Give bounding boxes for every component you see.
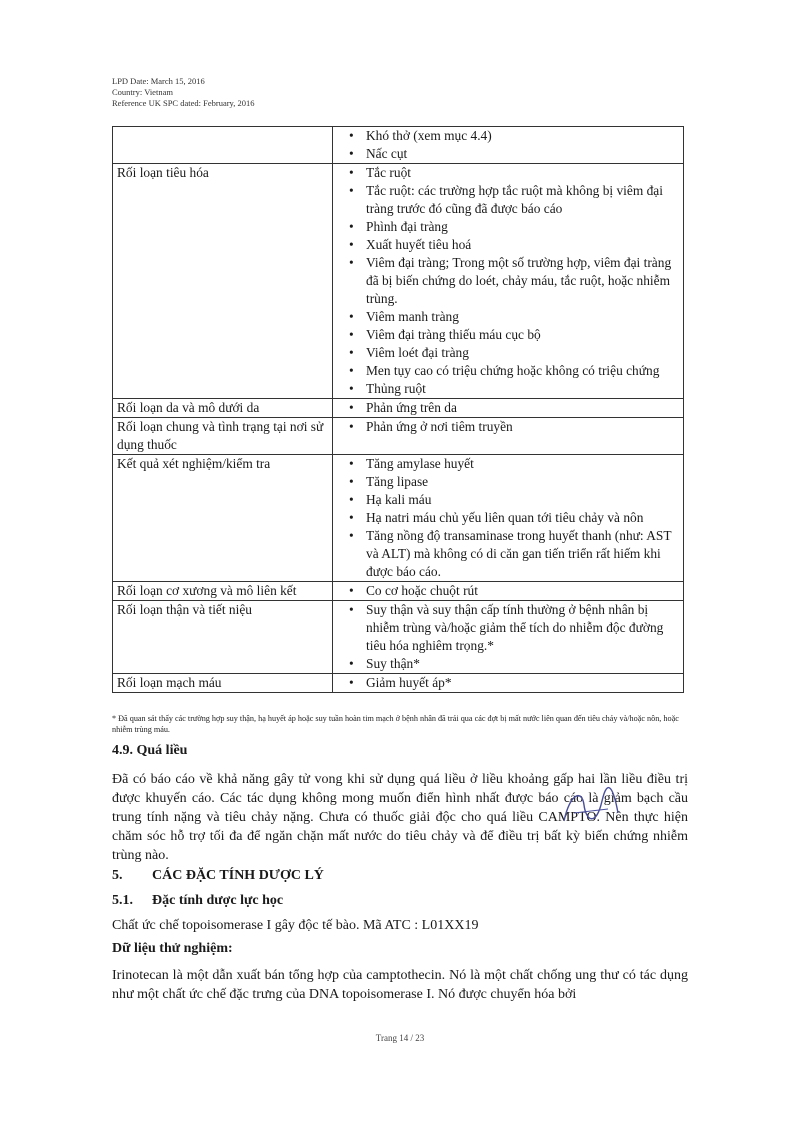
list-item: • Hạ kali máu — [345, 491, 675, 509]
list-item: • Men tụy cao có triệu chứng hoặc không có triệu chứng — [345, 362, 675, 380]
bullet-list — [345, 164, 675, 398]
row-category: Rối loạn cơ xương và mô liên kết — [113, 582, 333, 601]
section-4-9-body: Đã có báo cáo về khả năng gây tử vong khi sử dụng quá liều ở liều khoảng gấp hai lần liều điều trị được khuyến cáo. Các tác dụng không mong muốn điển hình nhất được báo cáo là giảm bạch cầu trung tính nặng và tiêu chảy nặng. Chưa có thuốc giải độc cho quá liều CAMPTO. Nên thực hiện chăm sóc hỗ trợ tối đa để ngăn chặn mất nước do tiêu chảy và để điều trị bất kỳ biến chứng nhiễm trùng nào. — [112, 772, 688, 863]
row-category: Rối loạn mạch máu — [113, 674, 333, 693]
section-5-1-body: Chất ức chế topoisomerase I gây độc tế bào. Mã ATC : L01XX19 — [112, 918, 479, 933]
list-item: • Giảm huyết áp* — [345, 674, 675, 692]
row-category — [113, 127, 333, 164]
adverse-effects-table — [112, 126, 684, 693]
section-5-1-heading — [112, 893, 283, 909]
table-footnote: * Đã quan sát thấy các trường hợp suy thận, hạ huyết áp hoặc suy tuần hoàn tim mạch ở bệnh nhân đã trải qua các đợt bị mất nước liên quan đến tiêu chảy và/hoặc nôn, hoặc nhiễm trùng máu. — [112, 714, 679, 734]
row-category: Rối loạn da và mô dưới da — [113, 399, 333, 418]
row-items — [333, 399, 684, 418]
list-item: • Tắc ruột: các trường hợp tắc ruột mà không bị viêm đại tràng trước đó cũng đã được báo cáo — [345, 182, 675, 218]
list-item: • Hạ natri máu chủ yếu liên quan tới tiêu chảy và nôn — [345, 509, 675, 527]
lpd-date: LPD Date: March 15, 2016 — [112, 76, 205, 86]
list-item: • Nấc cụt — [345, 145, 675, 163]
reference: Reference UK SPC dated: February, 2016 — [112, 98, 255, 108]
row-category: Kết quả xét nghiệm/kiểm tra — [113, 455, 333, 582]
list-item: • Phản ứng ở nơi tiêm truyền — [345, 418, 675, 436]
table-row — [113, 127, 684, 164]
list-item: • Viêm loét đại tràng — [345, 344, 675, 362]
bullet-list — [345, 601, 675, 673]
section-4-9-heading: 4.9. Quá liều — [112, 743, 188, 758]
row-items — [333, 674, 684, 693]
trial-data-heading: Dữ liệu thử nghiệm: — [112, 941, 233, 956]
bullet-list — [345, 582, 675, 600]
document-header — [112, 76, 255, 109]
bullet-list — [345, 399, 675, 417]
table-row — [113, 674, 684, 693]
table-row — [113, 418, 684, 455]
row-category: Rối loạn thận và tiết niệu — [113, 601, 333, 674]
table-row — [113, 455, 684, 582]
trial-data-body: Irinotecan là một dẫn xuất bán tổng hợp của camptothecin. Nó là một chất chống ung thư có tác dụng như một chất ức chế đặc trưng của DNA topoisomerase I. Nó được chuyển hóa bởi — [112, 968, 688, 1002]
handwritten-signature — [556, 783, 626, 831]
section-5-1-number: 5.1. — [112, 893, 133, 908]
bullet-list — [345, 418, 675, 436]
list-item: • Thủng ruột — [345, 380, 675, 398]
list-item: • Phản ứng trên da — [345, 399, 675, 417]
list-item: • Suy thận và suy thận cấp tính thường ở bệnh nhân bị nhiễm trùng và/hoặc giảm thể tích do nhiễm độc đường tiêu hóa nghiêm trọng.* — [345, 601, 675, 655]
row-category: Rối loạn chung và tình trạng tại nơi sử dụng thuốc — [113, 418, 333, 455]
row-items — [333, 455, 684, 582]
table-row — [113, 164, 684, 399]
row-items — [333, 164, 684, 399]
section-5-number: 5. — [112, 868, 123, 883]
list-item: • Tăng lipase — [345, 473, 675, 491]
list-item: • Phình đại tràng — [345, 218, 675, 236]
section-5-title: CÁC ĐẶC TÍNH DƯỢC LÝ — [152, 868, 324, 883]
list-item: • Viêm manh tràng — [345, 308, 675, 326]
row-items — [333, 582, 684, 601]
row-items — [333, 601, 684, 674]
table-row — [113, 399, 684, 418]
section-5-1-title: Đặc tính dược lực học — [152, 893, 284, 908]
page-number: Trang 14 / 23 — [375, 1033, 425, 1043]
list-item: • Tắc ruột — [345, 164, 675, 182]
row-category: Rối loạn tiêu hóa — [113, 164, 333, 399]
row-items — [333, 418, 684, 455]
list-item: • Khó thở (xem mục 4.4) — [345, 127, 675, 145]
list-item: • Xuất huyết tiêu hoá — [345, 236, 675, 254]
list-item: • Suy thận* — [345, 655, 675, 673]
list-item: • Viêm đại tràng thiếu máu cục bộ — [345, 326, 675, 344]
list-item: • Tăng nồng độ transaminase trong huyết thanh (như: AST và ALT) mà không có di căn gan tiến triển rất hiếm khi được báo cáo. — [345, 527, 675, 581]
bullet-list — [345, 455, 675, 581]
table-row — [113, 582, 684, 601]
list-item: • Tăng amylase huyết — [345, 455, 675, 473]
row-items — [333, 127, 684, 164]
list-item: • Viêm đại tràng; Trong một số trường hợp, viêm đại tràng đã bị biến chứng do loét, chảy máu, tắc ruột, hoặc nhiễm trùng. — [345, 254, 675, 308]
section-5-heading — [112, 868, 324, 884]
country: Country: Vietnam — [112, 87, 173, 97]
table-row — [113, 601, 684, 674]
bullet-list — [345, 127, 675, 163]
bullet-list — [345, 674, 675, 692]
list-item: • Co cơ hoặc chuột rút — [345, 582, 675, 600]
